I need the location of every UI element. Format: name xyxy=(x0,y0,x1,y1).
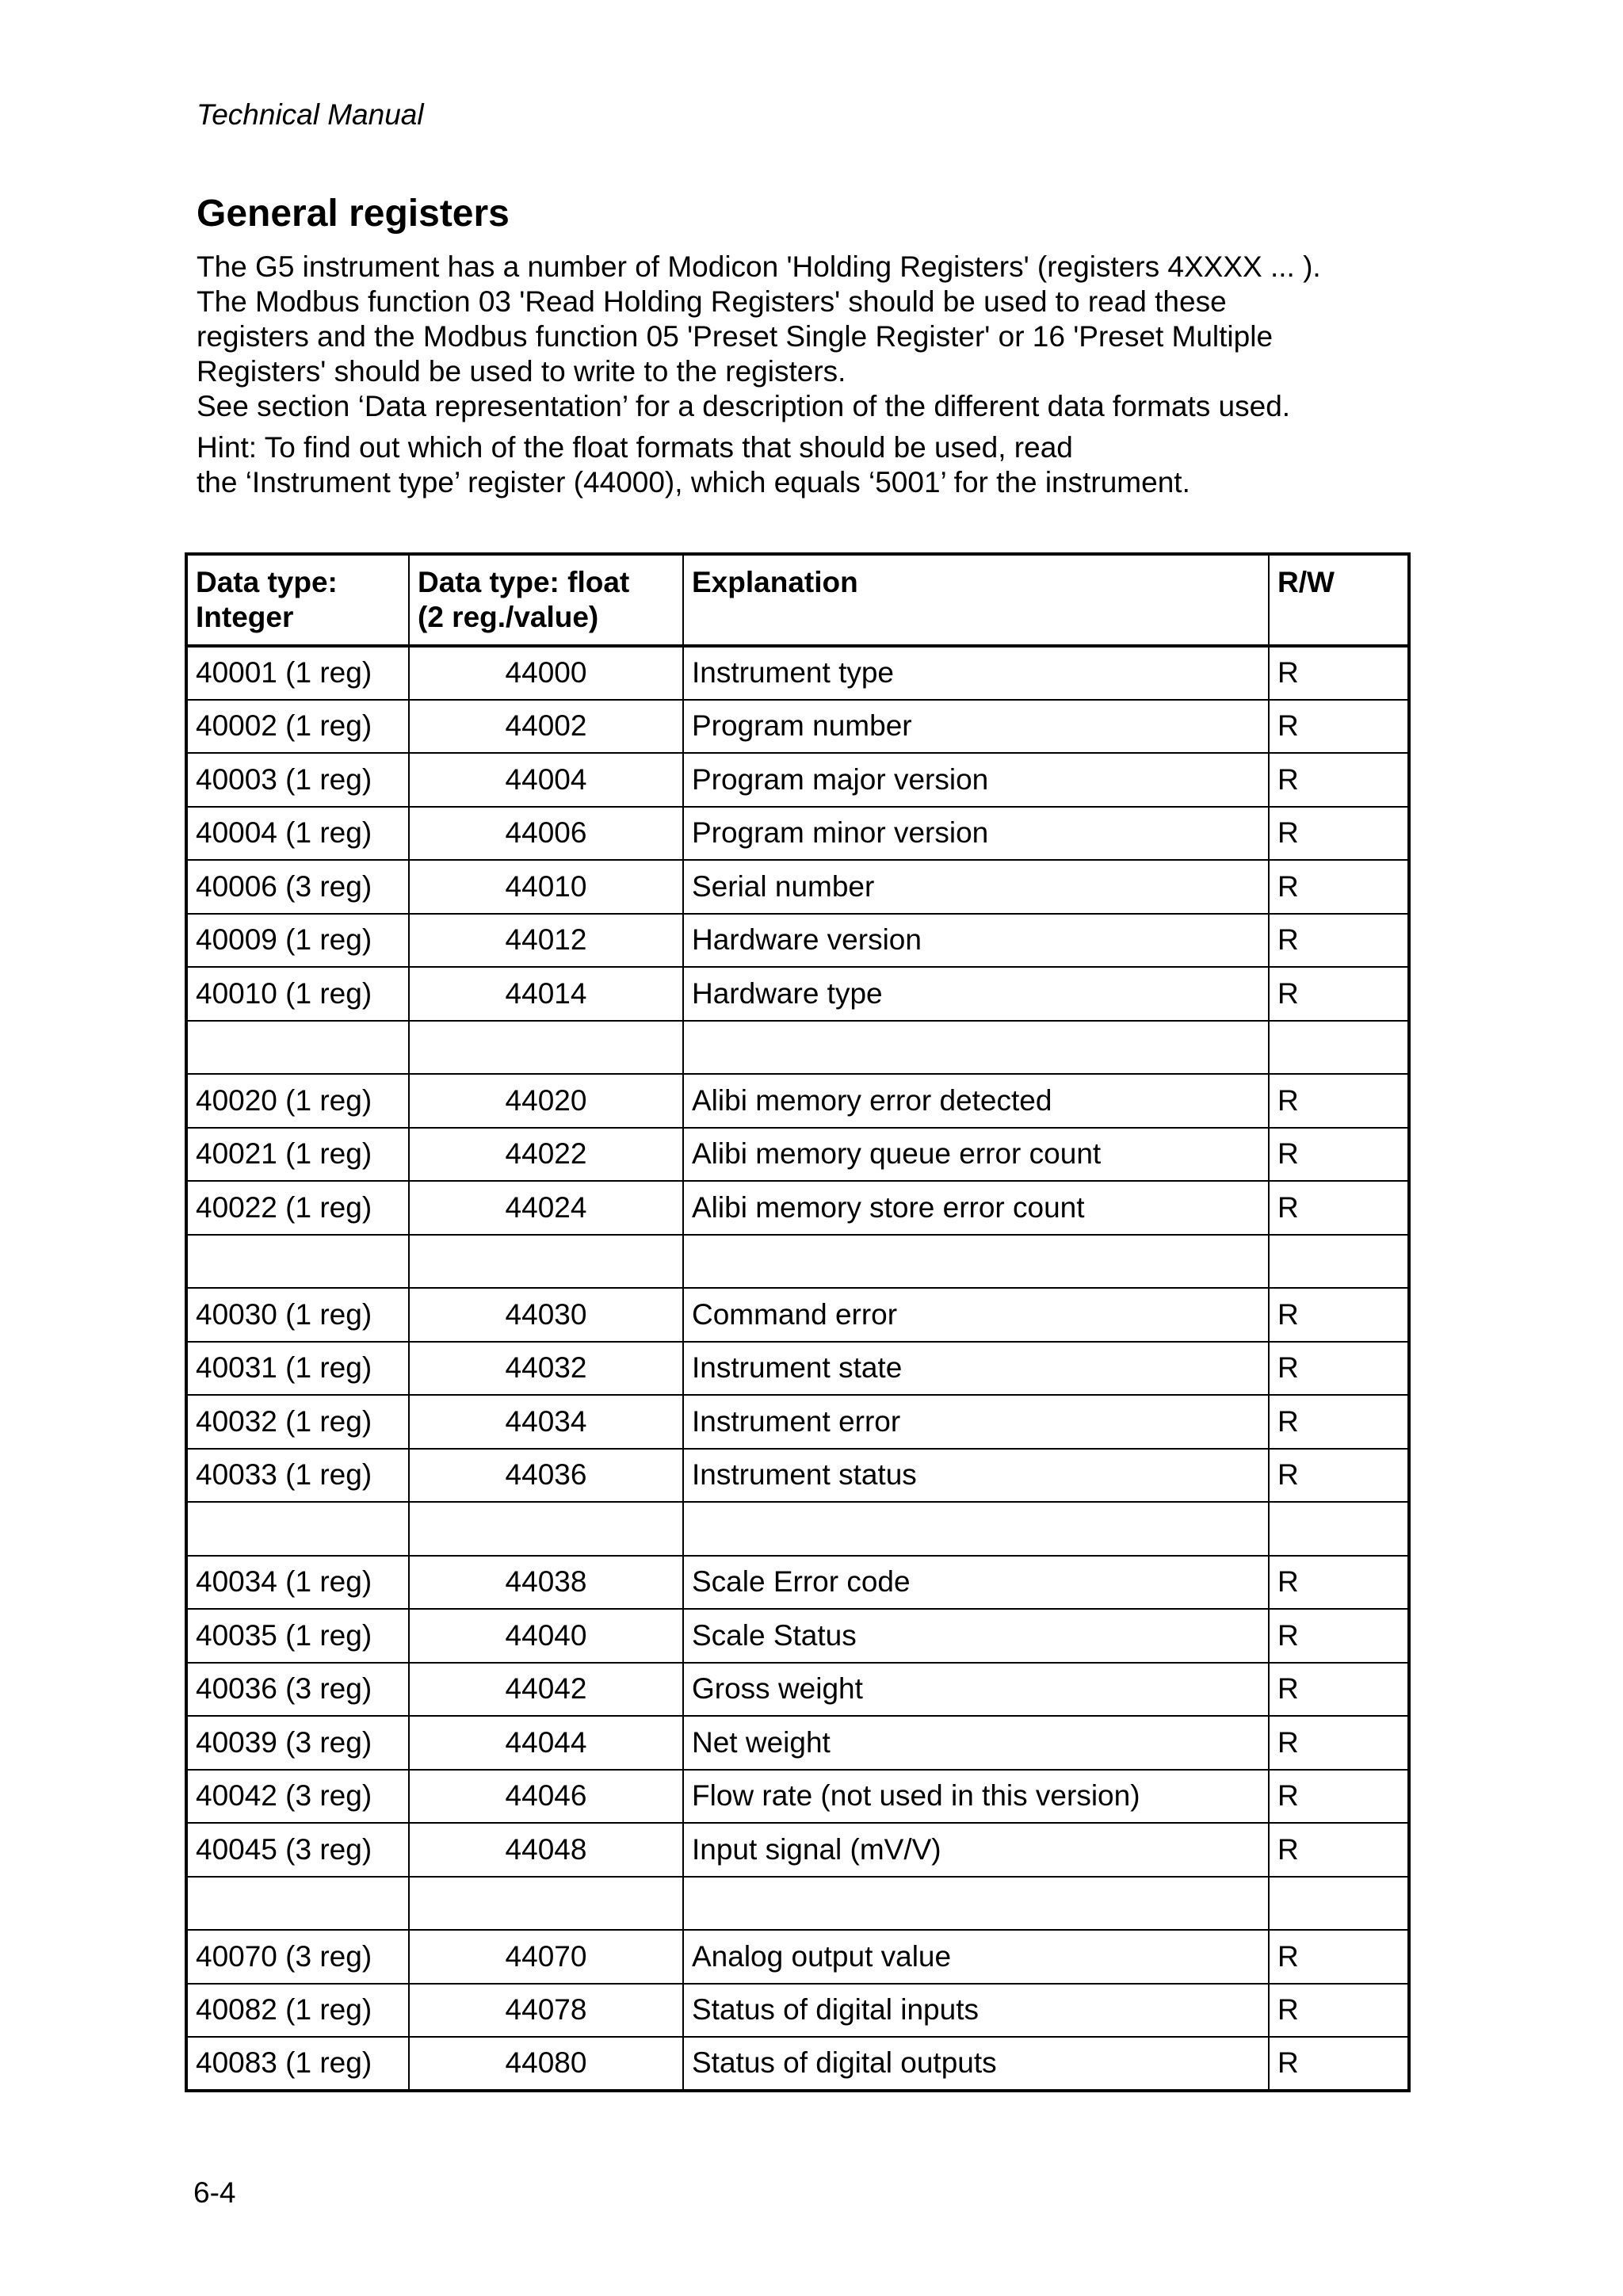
rw-cell: R xyxy=(1269,1984,1409,2038)
table-row xyxy=(186,1288,1409,1342)
rw-cell: R xyxy=(1269,1609,1409,1663)
explanation-cell: Status of digital inputs xyxy=(683,1984,1269,2038)
integer-cell: 40034 (1 reg) xyxy=(186,1556,409,1610)
float-cell: 44036 xyxy=(409,1449,683,1503)
float-cell xyxy=(409,1502,683,1556)
section-title: General registers xyxy=(197,193,510,235)
table-row xyxy=(186,1556,1409,1610)
rw-cell: R xyxy=(1269,1556,1409,1610)
explanation-cell: Program number xyxy=(683,700,1269,754)
table-row xyxy=(186,1021,1409,1075)
explanation-cell: Instrument error xyxy=(683,1395,1269,1449)
header-rw: R/W xyxy=(1269,554,1409,646)
hint-line: Hint: To find out which of the float formats that should be used, read xyxy=(197,431,1073,464)
registers-table xyxy=(185,552,1411,2092)
float-cell: 44004 xyxy=(409,753,683,807)
integer-cell: 40042 (3 reg) xyxy=(186,1770,409,1824)
explanation-cell xyxy=(683,1235,1269,1289)
float-cell: 44032 xyxy=(409,1342,683,1396)
integer-cell: 40083 (1 reg) xyxy=(186,2037,409,2091)
float-cell: 44012 xyxy=(409,914,683,968)
table-row xyxy=(186,967,1409,1021)
table-row xyxy=(186,1181,1409,1235)
rw-cell: R xyxy=(1269,1288,1409,1342)
integer-cell: 40004 (1 reg) xyxy=(186,807,409,861)
table-row xyxy=(186,860,1409,914)
explanation-cell: Instrument state xyxy=(683,1342,1269,1396)
rw-cell: R xyxy=(1269,1181,1409,1235)
float-cell: 44024 xyxy=(409,1181,683,1235)
rw-cell: R xyxy=(1269,914,1409,968)
rw-cell: R xyxy=(1269,700,1409,754)
rw-cell: R xyxy=(1269,1074,1409,1128)
integer-cell: 40032 (1 reg) xyxy=(186,1395,409,1449)
table-row xyxy=(186,1128,1409,1182)
table-header-row xyxy=(186,554,1409,646)
integer-cell xyxy=(186,1502,409,1556)
integer-cell: 40030 (1 reg) xyxy=(186,1288,409,1342)
integer-cell: 40001 (1 reg) xyxy=(186,646,409,700)
table-row xyxy=(186,1609,1409,1663)
explanation-cell: Net weight xyxy=(683,1716,1269,1770)
table-row xyxy=(186,1342,1409,1396)
explanation-cell xyxy=(683,1502,1269,1556)
explanation-cell: Flow rate (not used in this version) xyxy=(683,1770,1269,1824)
integer-cell: 40031 (1 reg) xyxy=(186,1342,409,1396)
rw-cell: R xyxy=(1269,967,1409,1021)
table-row xyxy=(186,1235,1409,1289)
table-row xyxy=(186,1930,1409,1984)
rw-cell: R xyxy=(1269,1128,1409,1182)
float-cell: 44078 xyxy=(409,1984,683,2038)
rw-cell xyxy=(1269,1235,1409,1289)
table-row xyxy=(186,1074,1409,1128)
float-cell: 44048 xyxy=(409,1823,683,1877)
header-integer: Data type: Integer xyxy=(186,554,409,646)
float-cell: 44034 xyxy=(409,1395,683,1449)
rw-cell: R xyxy=(1269,753,1409,807)
intro-line: The G5 instrument has a number of Modicon 'Holding Registers' (registers 4XXXX ... ). xyxy=(197,250,1321,283)
rw-cell: R xyxy=(1269,2037,1409,2091)
float-cell: 44002 xyxy=(409,700,683,754)
float-cell: 44038 xyxy=(409,1556,683,1610)
table-row xyxy=(186,807,1409,861)
explanation-cell: Alibi memory queue error count xyxy=(683,1128,1269,1182)
integer-cell: 40006 (3 reg) xyxy=(186,860,409,914)
rw-cell: R xyxy=(1269,646,1409,700)
rw-cell xyxy=(1269,1021,1409,1075)
intro-line: See section ‘Data representation’ for a description of the different data formats used. xyxy=(197,390,1291,422)
rw-cell: R xyxy=(1269,1930,1409,1984)
integer-cell: 40070 (3 reg) xyxy=(186,1930,409,1984)
explanation-cell: Instrument type xyxy=(683,646,1269,700)
table-row xyxy=(186,1502,1409,1556)
rw-cell: R xyxy=(1269,860,1409,914)
rw-cell: R xyxy=(1269,1395,1409,1449)
integer-cell: 40035 (1 reg) xyxy=(186,1609,409,1663)
explanation-cell xyxy=(683,1021,1269,1075)
header-float: Data type: float (2 reg./value) xyxy=(409,554,683,646)
float-cell: 44042 xyxy=(409,1663,683,1717)
integer-cell xyxy=(186,1235,409,1289)
rw-cell xyxy=(1269,1877,1409,1931)
explanation-cell: Alibi memory error detected xyxy=(683,1074,1269,1128)
float-cell: 44070 xyxy=(409,1930,683,1984)
table-row xyxy=(186,700,1409,754)
integer-cell: 40039 (3 reg) xyxy=(186,1716,409,1770)
table-row xyxy=(186,1984,1409,2038)
integer-cell: 40021 (1 reg) xyxy=(186,1128,409,1182)
table-row xyxy=(186,1716,1409,1770)
integer-cell xyxy=(186,1877,409,1931)
intro-paragraph xyxy=(197,250,1433,424)
float-cell: 44030 xyxy=(409,1288,683,1342)
float-cell xyxy=(409,1021,683,1075)
rw-cell: R xyxy=(1269,1823,1409,1877)
intro-line: Registers' should be used to write to the registers. xyxy=(197,355,846,388)
integer-cell: 40022 (1 reg) xyxy=(186,1181,409,1235)
integer-cell: 40036 (3 reg) xyxy=(186,1663,409,1717)
table-row xyxy=(186,1449,1409,1503)
page-number: 6-4 xyxy=(193,2176,236,2209)
explanation-cell: Program major version xyxy=(683,753,1269,807)
explanation-cell: Gross weight xyxy=(683,1663,1269,1717)
float-cell: 44044 xyxy=(409,1716,683,1770)
integer-cell: 40002 (1 reg) xyxy=(186,700,409,754)
rw-cell xyxy=(1269,1502,1409,1556)
running-header: Technical Manual xyxy=(197,98,424,131)
table-row xyxy=(186,1823,1409,1877)
float-cell: 44010 xyxy=(409,860,683,914)
table-row xyxy=(186,914,1409,968)
rw-cell: R xyxy=(1269,1449,1409,1503)
hint-line: the ‘Instrument type’ register (44000), which equals ‘5001’ for the instrument. xyxy=(197,466,1190,499)
float-cell: 44022 xyxy=(409,1128,683,1182)
table-row xyxy=(186,646,1409,700)
float-cell: 44080 xyxy=(409,2037,683,2091)
float-cell: 44000 xyxy=(409,646,683,700)
table-row xyxy=(186,1395,1409,1449)
float-cell: 44046 xyxy=(409,1770,683,1824)
explanation-cell: Command error xyxy=(683,1288,1269,1342)
explanation-cell: Status of digital outputs xyxy=(683,2037,1269,2091)
float-cell: 44014 xyxy=(409,967,683,1021)
rw-cell: R xyxy=(1269,1342,1409,1396)
explanation-cell: Program minor version xyxy=(683,807,1269,861)
integer-cell: 40010 (1 reg) xyxy=(186,967,409,1021)
table-row xyxy=(186,1663,1409,1717)
explanation-cell: Alibi memory store error count xyxy=(683,1181,1269,1235)
rw-cell: R xyxy=(1269,1770,1409,1824)
float-cell xyxy=(409,1877,683,1931)
integer-cell: 40033 (1 reg) xyxy=(186,1449,409,1503)
explanation-cell xyxy=(683,1877,1269,1931)
integer-cell: 40020 (1 reg) xyxy=(186,1074,409,1128)
intro-line: The Modbus function 03 'Read Holding Registers' should be used to read these xyxy=(197,285,1227,318)
float-cell: 44006 xyxy=(409,807,683,861)
integer-cell: 40045 (3 reg) xyxy=(186,1823,409,1877)
explanation-cell: Input signal (mV/V) xyxy=(683,1823,1269,1877)
explanation-cell: Instrument status xyxy=(683,1449,1269,1503)
rw-cell: R xyxy=(1269,1663,1409,1717)
explanation-cell: Analog output value xyxy=(683,1930,1269,1984)
float-cell xyxy=(409,1235,683,1289)
table-row xyxy=(186,1770,1409,1824)
explanation-cell: Hardware version xyxy=(683,914,1269,968)
integer-cell: 40003 (1 reg) xyxy=(186,753,409,807)
integer-cell: 40009 (1 reg) xyxy=(186,914,409,968)
explanation-cell: Scale Status xyxy=(683,1609,1269,1663)
table-row xyxy=(186,753,1409,807)
hint-paragraph xyxy=(197,430,1190,500)
rw-cell: R xyxy=(1269,807,1409,861)
explanation-cell: Scale Error code xyxy=(683,1556,1269,1610)
rw-cell: R xyxy=(1269,1716,1409,1770)
float-cell: 44020 xyxy=(409,1074,683,1128)
table-row xyxy=(186,1877,1409,1931)
table-body xyxy=(186,646,1409,2091)
integer-cell: 40082 (1 reg) xyxy=(186,1984,409,2038)
float-cell: 44040 xyxy=(409,1609,683,1663)
explanation-cell: Hardware type xyxy=(683,967,1269,1021)
header-explanation: Explanation xyxy=(683,554,1269,646)
integer-cell xyxy=(186,1021,409,1075)
intro-line: registers and the Modbus function 05 'Preset Single Register' or 16 'Preset Multiple xyxy=(197,320,1274,353)
table-row xyxy=(186,2037,1409,2091)
explanation-cell: Serial number xyxy=(683,860,1269,914)
